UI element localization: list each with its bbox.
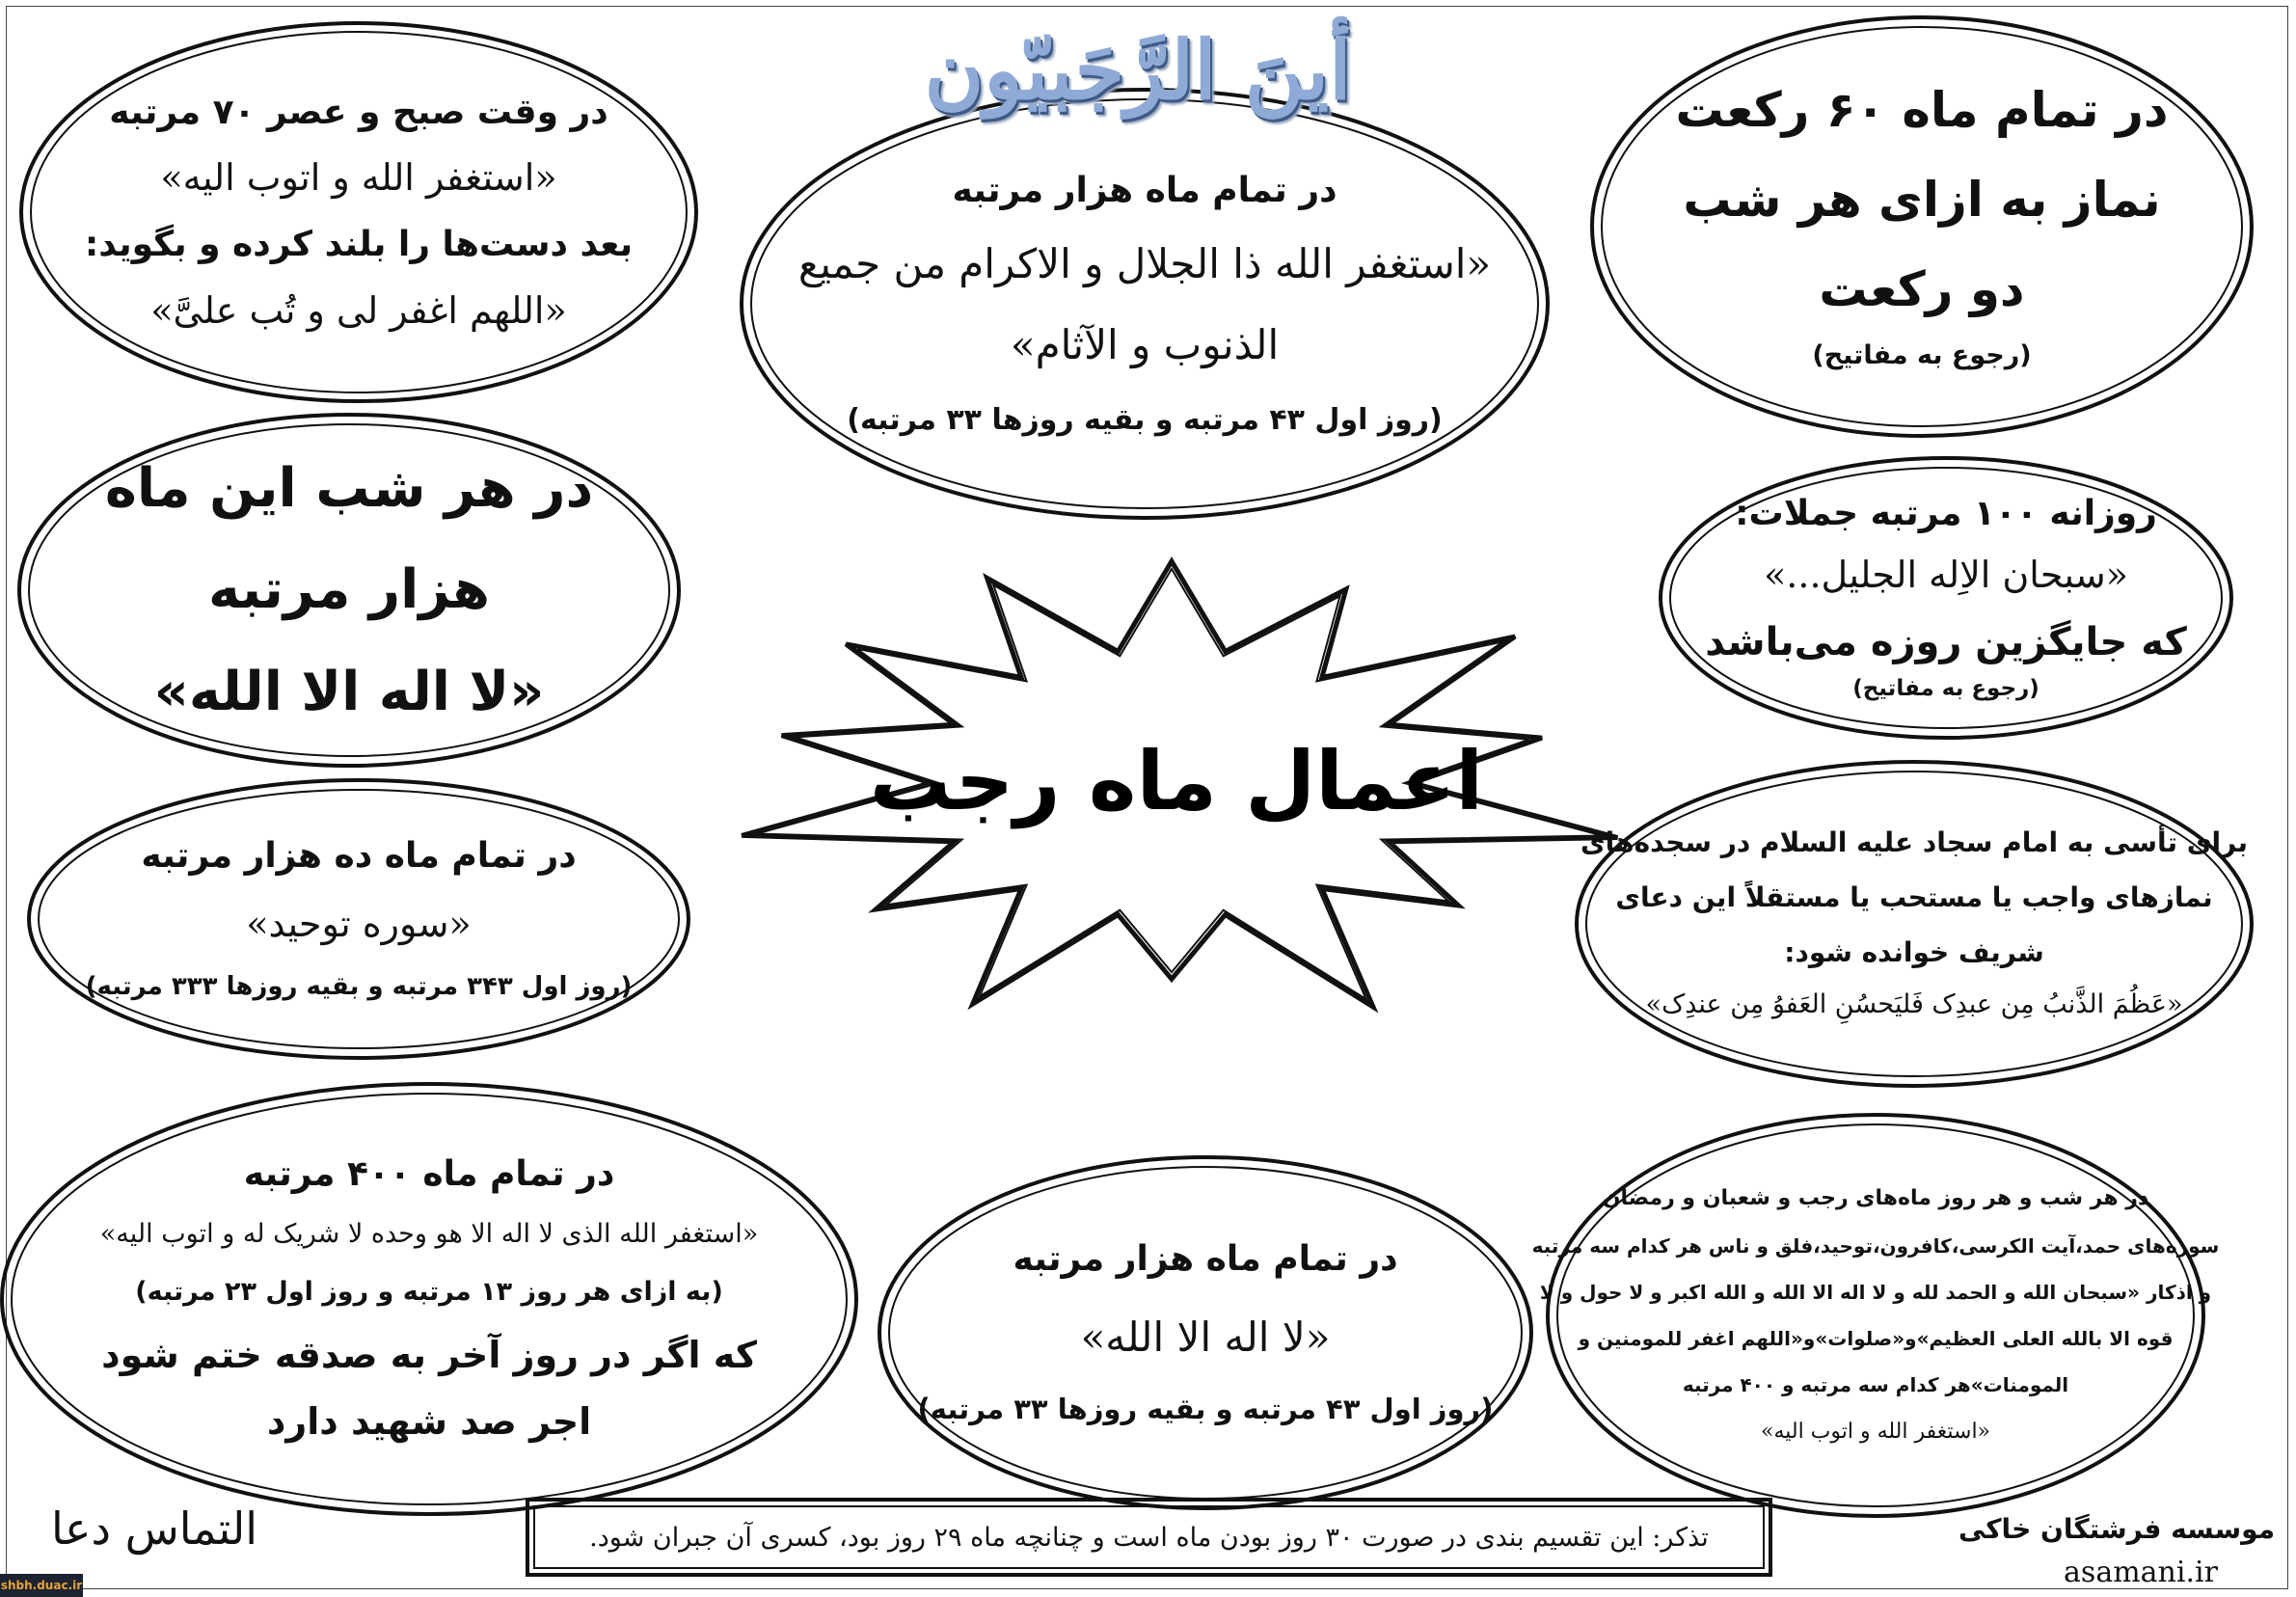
- oval-line: «استغفر الله و اتوب الیه»: [160, 156, 557, 200]
- oval-line: «لا اله الا الله»: [153, 660, 545, 723]
- oval-line: (رجوع به مفاتیح): [1812, 339, 2032, 370]
- oval-line: در هر شب و هر روز ماه‌های رجب و شعبان و رمضان: [1602, 1185, 2149, 1210]
- note-box: [526, 1498, 1772, 1577]
- oval-line: قوه الا بالله العلی العظیم»و«صلوات»و«اللهم اغفر للمومنین و: [1578, 1327, 2174, 1350]
- oval-line: (روز اول ۳۴۳ مرتبه و بقیه روزها ۳۳۳ مرتبه): [85, 972, 633, 1002]
- oval-line: «استغفر الله و اتوب الیه»: [1760, 1420, 1991, 1444]
- oval-line: در تمام ماه ۴۰۰ مرتبه: [243, 1153, 615, 1194]
- oval-line: (رجوع به مفاتیح): [1852, 676, 2039, 702]
- oval-line: «سوره توحید»: [246, 902, 472, 945]
- oval-line: نماز به ازای هر شب: [1683, 171, 2161, 228]
- oval-line: و اذکار «سبحان الله و الحمد لله و لا اله الا الله و الله اکبر و لا حول و لا: [1539, 1281, 2212, 1304]
- oval-line: (روز اول ۴۳ مرتبه و بقیه روزها ۳۳ مرتبه): [917, 1392, 1494, 1425]
- oval-line: در تمام ماه ۶۰ رکعت: [1675, 81, 2169, 138]
- oval-line: که جایگزین روزه می‌باشد: [1705, 620, 2187, 665]
- oval-line: «لا اله الا الله»: [1080, 1313, 1331, 1361]
- oval-line: الذنوب و الآثام»: [1010, 321, 1280, 369]
- oval-line: (به ازای هر روز ۱۳ مرتبه و روز اول ۲۳ مرتبه): [135, 1277, 723, 1307]
- oval-line: روزانه ۱۰۰ مرتبه جملات:: [1735, 493, 2157, 533]
- oval-line: در تمام ماه ده هزار مرتبه: [141, 836, 577, 876]
- note-text: تذکر: این تقسیم بندی در صورت ۳۰ روز بودن ماه است و چنانچه ماه ۲۹ روز بود، کسری آن جبران شود.: [533, 1505, 1765, 1569]
- oval-surah-tawhid: [29, 780, 689, 1058]
- oval-line: در تمام ماه هزار مرتبه: [1013, 1239, 1398, 1280]
- oval-line: سوره‌های حمد،آیت الکرسی،کافرون،توحید،فلق و ناس هر کدام سه مرتبه: [1531, 1234, 2220, 1258]
- oval-istighfar-dhul-jalal: [742, 90, 1548, 518]
- oval-imam-sajjad-dua: [1577, 762, 2252, 1086]
- oval-line: شریف خوانده شود:: [1784, 935, 2044, 968]
- oval-nightly-tahlil: [19, 415, 679, 766]
- corner-logo: shbh.duac.ir: [0, 1574, 83, 1597]
- oval-line: المومنات»هر کدام سه مرتبه و ۴۰۰ مرتبه: [1682, 1373, 2069, 1396]
- oval-sixty-rakat-prayer: [1592, 17, 2252, 436]
- oval-thousand-tahlil: [879, 1157, 1531, 1508]
- oval-daily-tasbih: [1661, 458, 2231, 738]
- oval-morning-evening-istighfar: [21, 23, 696, 401]
- oval-line: «استغفر الله ذا الجلال و الاکرام من جمیع: [797, 240, 1492, 288]
- oval-line: برای تأسی به امام سجاد علیه السلام در سجده‌های: [1580, 826, 2248, 858]
- oval-three-months-adhkar: [1531, 1115, 2220, 1516]
- oval-four-hundred-istighfar: [2, 1084, 856, 1514]
- oval-line: بعد دست‌ها را بلند کرده و بگوید:: [84, 225, 634, 264]
- header-title: أينَ الرَّجَبيّون: [924, 21, 1352, 118]
- oval-line: نمازهای واجب یا مستحب یا مستقلاً این دعای: [1615, 880, 2213, 913]
- center-title: اعمال ماه رجب: [869, 734, 1484, 828]
- oval-line: «استغفر الله الذی لا اله الا هو وحده لا شریک له و اتوب الیه»: [99, 1219, 759, 1250]
- oval-line: اجر صد شهید دارد: [266, 1400, 592, 1444]
- oval-line: «سبحان الاِله الجلیل...»: [1764, 554, 2128, 597]
- oval-line: دو رکعت: [1819, 260, 2025, 317]
- oval-line: «عَظُمَ الذَّنبُ مِن عبدِک فَلیَحسُنِ العَفوُ مِن عندِک»: [1645, 989, 2183, 1020]
- oval-line: در تمام ماه هزار مرتبه: [952, 170, 1337, 210]
- oval-line: در وقت صبح و عصر ۷۰ مرتبه: [109, 92, 608, 132]
- oval-line: در هر شب این ماه: [104, 456, 594, 520]
- farewell-text: التماس دعا: [51, 1502, 258, 1555]
- oval-line: (روز اول ۴۳ مرتبه و بقیه روزها ۳۳ مرتبه): [847, 403, 1443, 438]
- website-link[interactable]: asamani.ir: [2064, 1555, 2218, 1589]
- oval-line: هزار مرتبه: [208, 558, 490, 622]
- oval-line: که اگر در روز آخر به صدقه ختم شود: [101, 1333, 757, 1376]
- institute-name: موسسه فرشتگان خاکی: [1958, 1512, 2276, 1545]
- oval-line: «اللهم اغفر لی و تُب علیَّ»: [150, 288, 567, 332]
